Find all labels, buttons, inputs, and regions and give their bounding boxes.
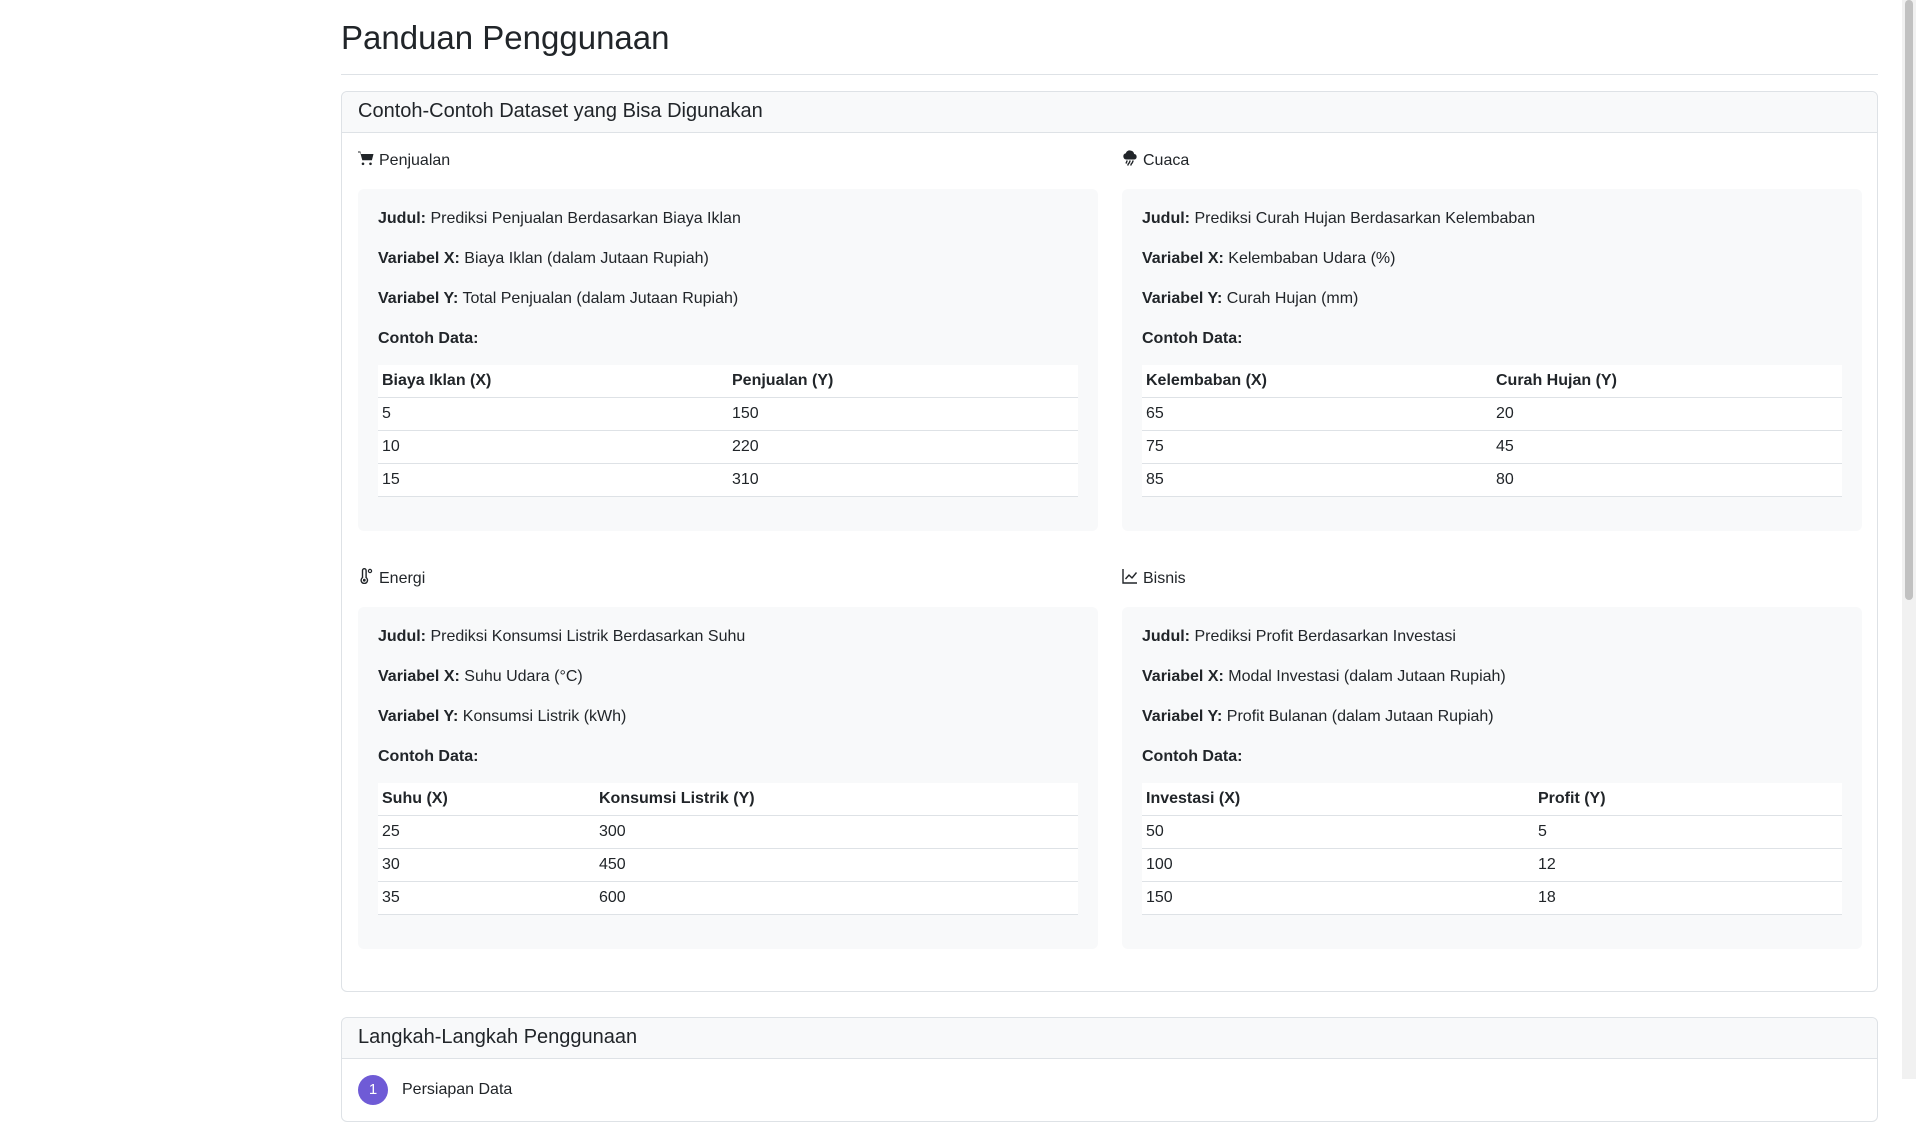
step-title: Persiapan Data: [402, 1080, 513, 1098]
example-judul: Prediksi Konsumsi Listrik Berdasarkan Suhu: [430, 627, 746, 645]
table-row: 50 5: [1142, 815, 1842, 848]
example-var-y: Konsumsi Listrik (kWh): [462, 707, 627, 725]
example-category: Penjualan: [379, 151, 451, 169]
table-header-row: Kelembaban (X) Curah Hujan (Y): [1142, 365, 1842, 398]
contoh-data-label: Contoh Data:: [378, 329, 479, 347]
example-var-x: Kelembaban Udara (%): [1228, 249, 1396, 267]
example-penjualan: Penjualan Judul: Prediksi Penjualan Berdasarkan Biaya Iklan Variabel X: Biaya Iklan (dalam Jutaan Rupiah) Variabel Y: Total Penjualan (dalam Jutaan Rupiah) Contoh Data: Biaya Iklan (X) Penjualan (Y) 5 150 10 220 15 310: [358, 149, 1098, 531]
main-content: [341, 0, 1878, 1122]
example-category: Cuaca: [1143, 151, 1190, 169]
line-chart-icon: [1122, 568, 1138, 589]
steps-card-header: [342, 1018, 1877, 1059]
example-var-y: Profit Bulanan (dalam Jutaan Rupiah): [1226, 707, 1494, 725]
step-number-badge: 1: [358, 1075, 388, 1105]
contoh-data-label: Contoh Data:: [378, 747, 479, 765]
table-row: 5 150: [378, 397, 1078, 430]
example-table: [378, 783, 1078, 915]
table-row: 35 600: [378, 881, 1078, 914]
title-divider: [341, 74, 1878, 75]
table-row: 10 220: [378, 430, 1078, 463]
steps-card-title: Langkah-Langkah Penggunaan: [358, 1026, 638, 1049]
example-table: [378, 365, 1078, 497]
table-row: 85 80: [1142, 463, 1842, 496]
example-var-x: Modal Investasi (dalam Jutaan Rupiah): [1228, 667, 1506, 685]
example-table: [1142, 783, 1842, 915]
example-category: Bisnis: [1143, 569, 1186, 587]
table-header-row: Biaya Iklan (X) Penjualan (Y): [378, 365, 1078, 398]
vertical-scrollbar[interactable]: [1902, 0, 1916, 1079]
table-row: 30 450: [378, 848, 1078, 881]
example-energi: Energi Judul: Prediksi Konsumsi Listrik Berdasarkan Suhu Variabel X: Suhu Udara (°C) Variabel Y: Konsumsi Listrik (kWh) Contoh Data: Suhu (X) Konsumsi Listrik (Y) 25 300 30 450 35 600: [358, 567, 1098, 949]
example-var-y: Total Penjualan (dalam Jutaan Rupiah): [462, 289, 739, 307]
example-bisnis: Bisnis Judul: Prediksi Profit Berdasarkan Investasi Variabel X: Modal Investasi (dalam Jutaan Rupiah) Variabel Y: Profit Bulanan (dalam Jutaan Rupiah) Contoh Data: Investasi (X) Profit (Y) 50 5 100 12 150 18: [1122, 567, 1862, 949]
datasets-card: [341, 91, 1878, 992]
example-judul: Prediksi Curah Hujan Berdasarkan Kelembaban: [1194, 209, 1536, 227]
page-title: Panduan Penggunaan: [341, 19, 670, 56]
table-row: 25 300: [378, 815, 1078, 848]
table-header-row: Investasi (X) Profit (Y): [1142, 783, 1842, 816]
scrollbar-thumb[interactable]: [1905, 0, 1913, 600]
contoh-data-label: Contoh Data:: [1142, 329, 1243, 347]
contoh-data-label: Contoh Data:: [1142, 747, 1243, 765]
example-category: Energi: [379, 569, 426, 587]
table-row: 15 310: [378, 463, 1078, 496]
example-var-y: Curah Hujan (mm): [1226, 289, 1359, 307]
example-table: [1142, 365, 1842, 497]
example-var-x: Biaya Iklan (dalam Jutaan Rupiah): [464, 249, 709, 267]
table-row: 65 20: [1142, 397, 1842, 430]
example-judul: Prediksi Penjualan Berdasarkan Biaya Iklan: [430, 209, 741, 227]
table-row: 100 12: [1142, 848, 1842, 881]
datasets-card-title: Contoh-Contoh Dataset yang Bisa Digunakan: [358, 100, 763, 123]
table-row: 150 18: [1142, 881, 1842, 914]
step-item: [342, 1059, 1877, 1121]
example-judul: Prediksi Profit Berdasarkan Investasi: [1194, 627, 1456, 645]
datasets-card-header: [342, 92, 1877, 133]
example-cuaca: Cuaca Judul: Prediksi Curah Hujan Berdasarkan Kelembaban Variabel X: Kelembaban Udara (%) Variabel Y: Curah Hujan (mm) Contoh Data: Kelembaban (X) Curah Hujan (Y) 65 20 75 45 85 80: [1122, 149, 1862, 531]
table-row: 75 45: [1142, 430, 1842, 463]
table-header-row: Suhu (X) Konsumsi Listrik (Y): [378, 783, 1078, 816]
steps-card: [341, 1017, 1878, 1122]
example-var-x: Suhu Udara (°C): [464, 667, 583, 685]
shopping-cart-icon: [358, 150, 374, 171]
cloud-rain-icon: [1122, 150, 1138, 171]
thermometer-icon: [358, 568, 374, 589]
examples-grid: [358, 149, 1861, 985]
